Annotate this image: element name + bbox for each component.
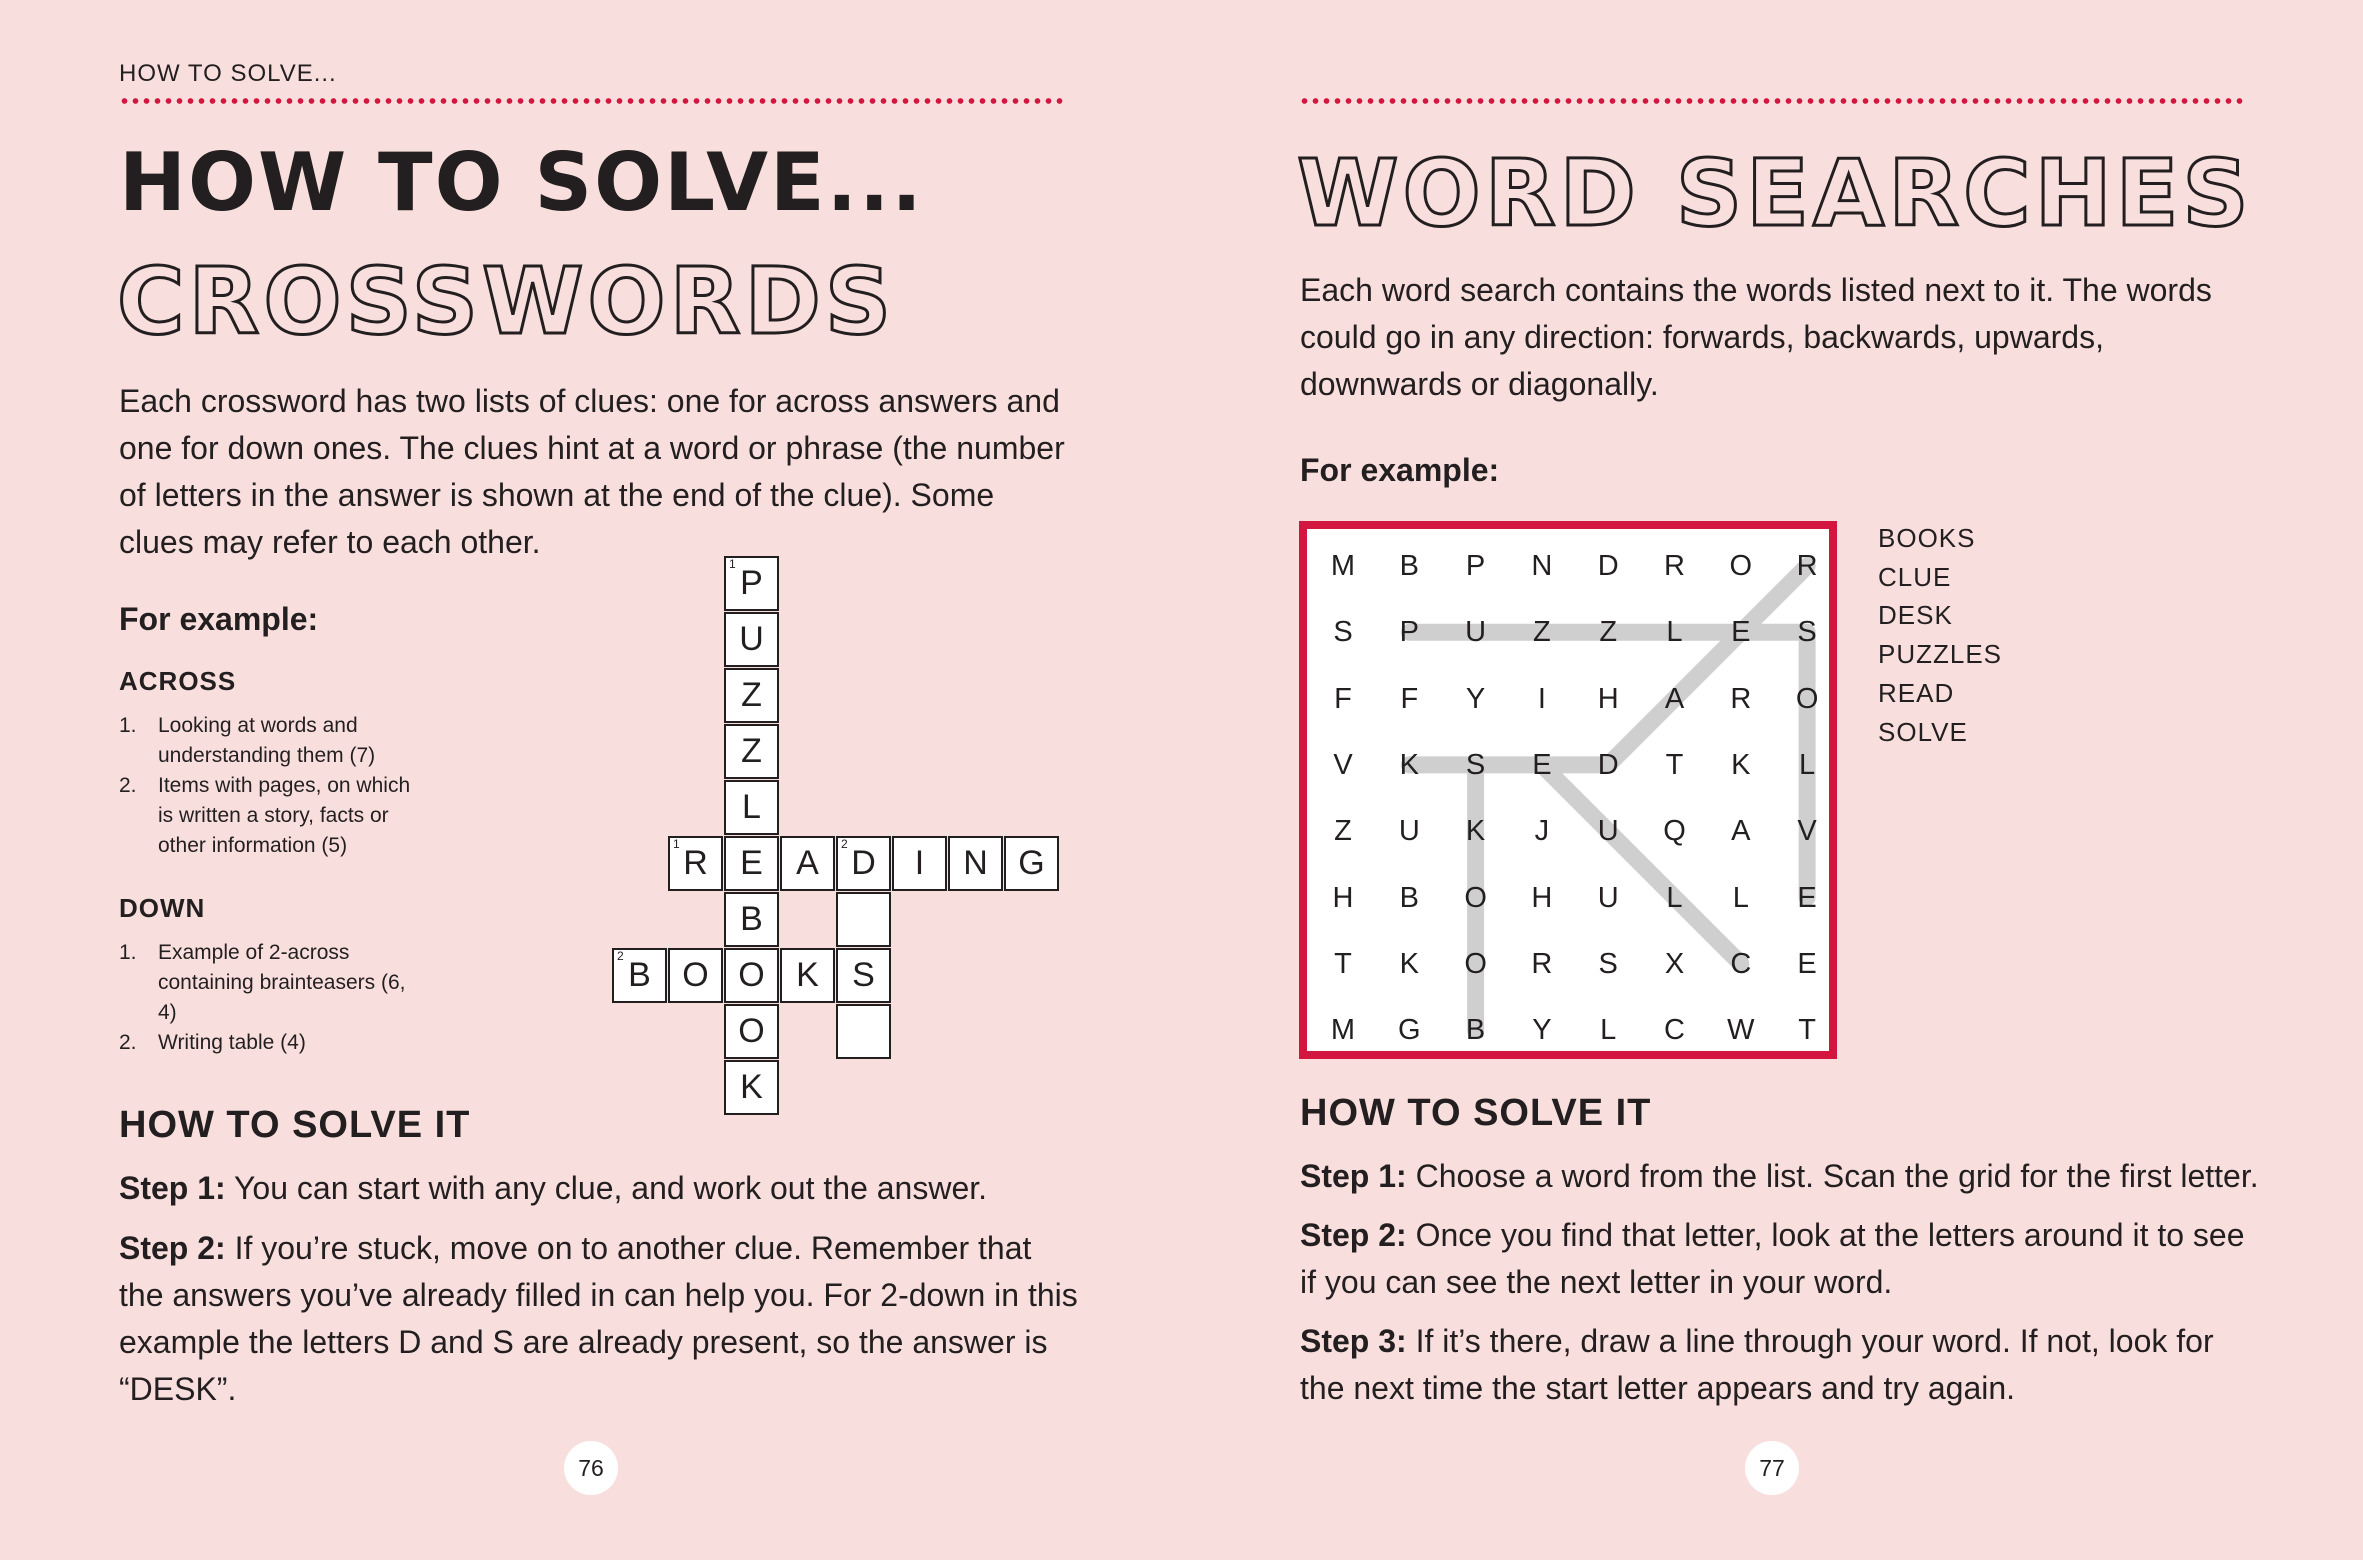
grid-letter: D: [1597, 748, 1619, 781]
clue-number: 1.: [119, 941, 137, 964]
crossword-cell: [668, 948, 723, 1003]
grid-letter: P: [1465, 550, 1486, 582]
how-to-solve-heading-right: HOW TO SOLVE IT: [1300, 1092, 1652, 1134]
step-text: If you’re stuck, move on to another clue. Remember that the answers you’ve already filled in can help you. For 2-down in this example the letters D and S are already present, so the answer is “DESK”.: [119, 1230, 1078, 1407]
across-heading: ACROSS: [119, 666, 237, 696]
crossword-cell: [724, 836, 779, 891]
word-list-item: DESK: [1878, 600, 1953, 631]
crossword-cell-letter: B: [628, 956, 651, 994]
grid-letter: C: [1664, 1014, 1685, 1047]
word-list-item: CLUE: [1878, 561, 1952, 592]
grid-letter: I: [1537, 682, 1546, 715]
grid-letter: U: [1597, 815, 1619, 848]
down-clues: [119, 938, 409, 1058]
title-word-searches: WORD SEARCHES: [1297, 140, 2253, 247]
dotted-rule-left: [119, 98, 1063, 104]
clue-text: Example of 2-across containing brainteasers (6, 4): [158, 941, 406, 1024]
crossword-grid: [613, 557, 1063, 1127]
crossword-example-label: For example:: [119, 601, 319, 637]
crossword-step-2: [119, 1225, 1079, 1413]
grid-letter: R: [1796, 550, 1818, 582]
dotted-rule-right: [1299, 98, 2244, 104]
crossword-cell-number: 2: [841, 837, 848, 851]
grid-letter: F: [1400, 682, 1419, 715]
crossword-cell: [836, 1004, 891, 1059]
crossword-cell-letter: Z: [741, 732, 762, 770]
wordsearch-step-1: [1300, 1153, 2260, 1200]
clue-text: Items with pages, on which is written a story, facts or other information (5): [158, 774, 411, 857]
crossword-cell-number: 2: [617, 949, 624, 963]
grid-letter: V: [1797, 815, 1817, 848]
crossword-cell-number: 1: [729, 557, 736, 571]
crossword-cell-letter: N: [963, 844, 988, 882]
word-search-grid: [1299, 521, 1837, 1059]
grid-letter: U: [1597, 881, 1619, 914]
grid-letter: C: [1730, 947, 1752, 980]
page-number-left: 76: [564, 1441, 618, 1495]
grid-letter: R: [1531, 947, 1553, 980]
crossword-cell-letter: K: [740, 1068, 763, 1106]
crossword-cell-letter: I: [914, 844, 925, 882]
grid-letter: K: [1399, 947, 1419, 980]
grid-letter: L: [1799, 748, 1816, 781]
crossword-cell: [668, 836, 723, 891]
crossword-cell-letter: P: [740, 564, 763, 602]
crossword-cell-letter: A: [796, 844, 819, 882]
step-text: If it’s there, draw a line through your word. If not, look for the next time the start letter appears and try again.: [1300, 1323, 2214, 1406]
crossword-cell: [780, 948, 835, 1003]
page-number-right: 77: [1745, 1441, 1799, 1495]
crossword-cell: [836, 836, 891, 891]
wordsearch-step-3: [1300, 1318, 2260, 1412]
grid-letter: L: [1732, 881, 1749, 914]
crossword-cell-letter: G: [1018, 844, 1045, 882]
crossword-cell: [780, 836, 835, 891]
grid-letter: T: [1334, 947, 1352, 980]
step-label: Step 1:: [1300, 1158, 1407, 1194]
grid-letter: M: [1330, 1014, 1356, 1047]
grid-letter: H: [1597, 682, 1619, 715]
clue-item: [119, 1028, 409, 1058]
clue-text: Writing table (4): [158, 1031, 306, 1054]
crossword-cell-letter: K: [796, 956, 819, 994]
grid-letter: B: [1465, 1014, 1486, 1047]
grid-letter: S: [1797, 616, 1817, 649]
crossword-cell: [836, 892, 891, 947]
clue-item: [119, 938, 409, 1028]
grid-letter: T: [1798, 1014, 1816, 1047]
wordsearch-intro: Each word search contains the words listed next to it. The words could go in any direction: forwards, backwards, upwards, downwards or diagonally.: [1300, 272, 2212, 402]
clue-number: 1.: [119, 714, 137, 737]
crossword-cell-number: 1: [673, 837, 680, 851]
grid-letter: R: [1730, 682, 1752, 715]
grid-letter: O: [1729, 550, 1753, 582]
grid-letter: B: [1399, 550, 1419, 582]
word-list-item: SOLVE: [1878, 716, 1968, 747]
grid-letter: W: [1727, 1014, 1755, 1047]
crossword-cell: [724, 668, 779, 723]
word-search-letters: [1307, 529, 1829, 1051]
clue-item: [119, 711, 419, 771]
grid-letter: A: [1664, 682, 1685, 715]
crossword-cell: [612, 948, 667, 1003]
grid-letter: Z: [1334, 815, 1352, 848]
crossword-cell: [724, 612, 779, 667]
grid-letter: Z: [1533, 616, 1551, 649]
clue-number: 2.: [119, 774, 137, 797]
step-label: Step 1:: [119, 1170, 226, 1206]
grid-letter: B: [1399, 881, 1419, 914]
grid-letter: R: [1664, 550, 1685, 582]
crossword-cell: [836, 948, 891, 1003]
grid-letter: E: [1797, 881, 1817, 914]
crossword-cell-letter: B: [740, 900, 763, 938]
grid-letter: U: [1398, 815, 1420, 848]
clue-text: Looking at words and understanding them (7): [158, 714, 376, 767]
crossword-cell-letter: O: [682, 956, 709, 994]
crossword-cell-letter: E: [740, 844, 763, 882]
crossword-cell-letter: R: [683, 844, 708, 882]
word-list-item: READ: [1878, 677, 1955, 708]
crossword-cell-letter: U: [739, 620, 764, 658]
crossword-intro: Each crossword has two lists of clues: one for across answers and one for down ones. The clues hint at a word or phrase (the number of letters in the answer is shown at the end of the clue). Some clues may refer to each other.: [119, 383, 1065, 560]
grid-letter: M: [1330, 550, 1356, 582]
grid-letter: D: [1597, 550, 1619, 582]
crossword-cell: [724, 892, 779, 947]
grid-letter: J: [1534, 815, 1550, 848]
crossword-cell: [724, 780, 779, 835]
crossword-cell: [948, 836, 1003, 891]
grid-letter: Y: [1532, 1014, 1552, 1047]
crossword-step-1: [119, 1165, 1079, 1212]
title-how-to-solve: HOW TO SOLVE...: [119, 136, 924, 229]
grid-letter: X: [1664, 947, 1685, 980]
word-list-item: PUZZLES: [1878, 639, 2003, 670]
grid-letter: S: [1333, 616, 1353, 649]
grid-letter: L: [1666, 616, 1683, 649]
grid-letter: K: [1399, 748, 1419, 781]
grid-letter: S: [1598, 947, 1618, 980]
grid-letter: K: [1731, 748, 1751, 781]
crossword-cell-letter: L: [742, 788, 761, 826]
step-text: Choose a word from the list. Scan the grid for the first letter.: [1406, 1158, 2259, 1194]
crossword-cell: [724, 556, 779, 611]
crossword-cell: [724, 724, 779, 779]
clue-number: 2.: [119, 1031, 137, 1054]
grid-letter: Z: [1599, 616, 1618, 649]
down-heading: DOWN: [119, 893, 206, 923]
crossword-cell-letter: O: [738, 956, 765, 994]
grid-letter: N: [1531, 550, 1553, 582]
grid-letter: Y: [1465, 682, 1486, 715]
wordsearch-step-2: [1300, 1212, 2260, 1306]
grid-letter: O: [1795, 682, 1819, 715]
across-clues: [119, 711, 419, 861]
grid-letter: E: [1797, 947, 1817, 980]
crossword-cell: [724, 1060, 779, 1115]
step-label: Step 2:: [119, 1230, 226, 1266]
title-crosswords: CROSSWORDS: [117, 248, 896, 355]
grid-letter: P: [1399, 616, 1419, 649]
grid-letter: G: [1398, 1014, 1421, 1047]
word-list: [1878, 519, 2002, 751]
grid-letter: U: [1465, 616, 1487, 649]
crossword-cell: [1004, 836, 1059, 891]
step-text: Once you find that letter, look at the letters around it to see if you can see the next letter in your word.: [1300, 1217, 2245, 1300]
grid-letter: E: [1532, 748, 1552, 781]
grid-letter: F: [1334, 682, 1352, 715]
grid-letter: A: [1731, 815, 1751, 848]
crossword-cell-letter: D: [851, 844, 876, 882]
grid-letter: T: [1665, 748, 1684, 781]
grid-letter: H: [1531, 881, 1553, 914]
grid-letter: Q: [1663, 815, 1686, 848]
grid-letter: O: [1464, 947, 1487, 980]
wordsearch-example-label: For example:: [1300, 452, 1500, 488]
crossword-cell-letter: Z: [741, 676, 762, 714]
step-text: You can start with any clue, and work out the answer.: [225, 1170, 988, 1206]
clue-item: [119, 771, 419, 861]
word-list-item: BOOKS: [1878, 523, 1976, 553]
crossword-cell: [724, 1004, 779, 1059]
grid-letter: O: [1464, 881, 1487, 914]
grid-letter: L: [1666, 881, 1683, 914]
grid-letter: S: [1465, 748, 1486, 781]
crossword-cell-letter: S: [852, 956, 875, 994]
step-label: Step 3:: [1300, 1323, 1407, 1359]
grid-letter: E: [1731, 616, 1751, 649]
grid-letter: V: [1333, 748, 1353, 781]
crossword-cell: [724, 948, 779, 1003]
grid-letter: K: [1465, 815, 1486, 848]
grid-letter: H: [1332, 881, 1354, 914]
grid-letter: L: [1600, 1014, 1617, 1047]
step-label: Step 2:: [1300, 1217, 1407, 1253]
how-to-solve-heading-left: HOW TO SOLVE IT: [119, 1104, 471, 1146]
crossword-cell: [892, 836, 947, 891]
running-head: HOW TO SOLVE...: [119, 60, 337, 87]
crossword-cell-letter: O: [738, 1012, 765, 1050]
